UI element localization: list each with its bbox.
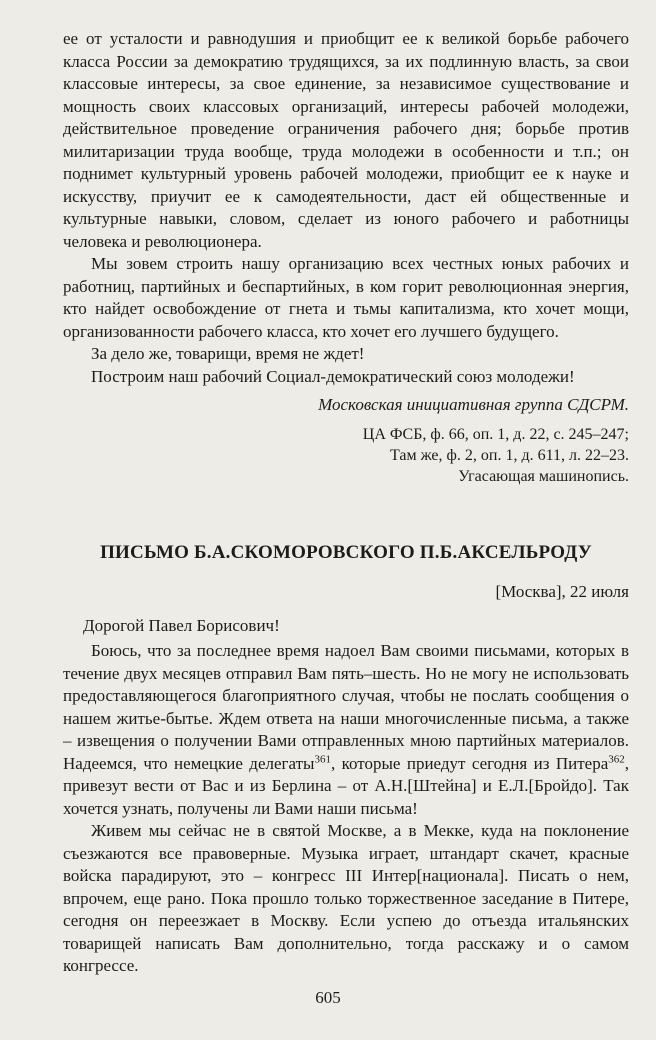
footnote-marker-362: 362 xyxy=(608,752,625,765)
page-number: 605 xyxy=(315,988,341,1007)
letter-p1-part-b: , которые приедут сегодня из Питера xyxy=(330,753,609,773)
letter-paragraph-2: Живем мы сейчас не в святой Москве, а в Мекке, куда на поклонение съезжаются все правоверные. Музыка играет, штандарт скачет, красные войска парадируют, это – конгресс III Интер[национала]. Писать о нем, впрочем, еще рано. Пока прошло только торжественное заседание в Питере, сегодня он переезжает в Москву. Если успею до отъезда итальянских товарищей написать Вам дополнительно, тогда расскажу и о самом конгрессе. xyxy=(63,821,629,975)
letter-title: ПИСЬМО Б.А.СКОМОРОВСКОГО П.Б.АКСЕЛЬРОДУ xyxy=(100,542,592,563)
place-date: [Москва], 22 июля xyxy=(495,582,629,601)
letter-body xyxy=(63,640,629,978)
footnote-marker-361: 361 xyxy=(314,752,331,765)
source-line-3: Угасающая машинопись. xyxy=(458,468,629,485)
call-paragraph: Мы зовем строить нашу организацию всех честных юных рабочих и работниц, партийных и беспартийных, в ком горит революционная энергия, кто найдет освобождение от гнета и тьмы капитализма, кто хочет мощи, организованности рабочего класса, кто хочет его лучшего будущего. xyxy=(63,254,629,341)
signature: Московская инициативная группа СДСРМ. xyxy=(318,395,629,414)
letter-p1-part-a: Боюсь, что за последнее время надоел Вам своими письмами, которых в течение двух месяцев отправил Вам пять–шесть. Но не могу не использовать предоставляющегося благоприятного случая, чтобы не послать сообщения о нашем житье-бытье. Ждем ответа на наши многочисленные письма, а также – извещения о получении Вами отправленных мною партийных материалов. Надеемся, что немецкие делегаты xyxy=(63,641,629,773)
intro-paragraph: ее от усталости и равнодушия и приобщит ее к великой борьбе рабочего класса России за демократию трудящихся, за их подлинную власть, за свои классовые интересы, за свое единение, за независимое существование и мощность своих классовых организаций, интересы рабочей молодежи, действительное проведение ограничения рабочего дня; борьбе против милитаризации труда вообще, труда молодежи в особенности и т.п.; он поднимет культурный уровень рабочей молодежи, приобщит ее к науке и искусству, приучит ее к самодеятельности, даст ей общественные и культурные навыки, словом, сделает из юного рабочего и работницы человека и революционера. xyxy=(63,29,629,251)
slogan-line-1: За дело же, товарищи, время не ждет! xyxy=(91,344,365,363)
slogan-line-2: Построим наш рабочий Социал-демократический союз молодежи! xyxy=(91,366,575,386)
source-line-1: ЦА ФСБ, ф. 66, оп. 1, д. 22, с. 245–247; xyxy=(362,426,629,443)
upper-text xyxy=(63,28,629,487)
greeting: Дорогой Павел Борисович! xyxy=(83,616,280,635)
letter-p1-part-c: , привезут вести от Вас и из Берлина – от А.Н.[Штейна] и Е.Л.[Бройдо]. Так хочется узнать, получены ли Вами наши письма! xyxy=(63,753,629,818)
source-line-2: Там же, ф. 2, оп. 1, д. 611, л. 22–23. xyxy=(389,447,629,464)
letter-paragraph-1 xyxy=(63,640,629,820)
